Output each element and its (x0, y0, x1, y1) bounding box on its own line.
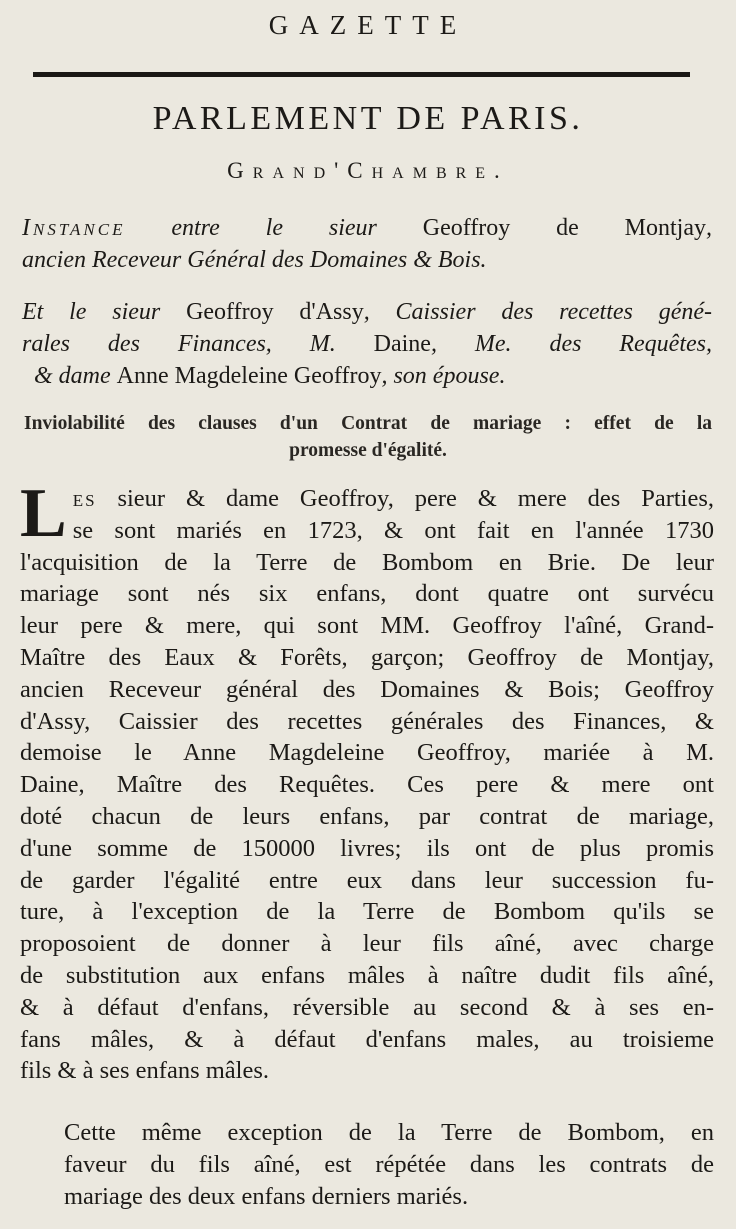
paragraph-1-line: d'une somme de 150000 livres; ils ont de plus promis (20, 834, 714, 862)
paragraph-1-line: ture, à l'exception de la Terre de Bombom qu'ils se (20, 898, 714, 926)
party-one-line-1: Instance entre le sieur Geoffroy de Montjay, (22, 215, 712, 241)
party-two-line-1 (22, 296, 712, 328)
instance-word: Instance (22, 215, 126, 241)
chamber-subtitle: Grand'Chambre. (227, 158, 509, 183)
party-two-line-2a: rales des Finances, M. (22, 331, 374, 357)
paragraph-1-line: proposoient de donner à leur fils aîné, avec charge (20, 930, 714, 958)
section-title: PARLEMENT DE PARIS. (152, 100, 584, 137)
instance-rest: entre le sieur (125, 215, 423, 241)
paragraph-1-line: d'Assy, Caissier des recettes générales des Finances, & (20, 707, 714, 735)
paragraph-1-line: mariage sont nés six enfans, dont quatre ont survécu (20, 580, 714, 608)
party-two-line-3b: , son épouse. (381, 363, 506, 389)
summary-line-2: promesse d'égalité. (289, 440, 447, 461)
paragraph-1-line: de garder l'égalité entre eux dans leur succession fu- (20, 866, 714, 894)
running-head: GAZETTE (268, 10, 468, 40)
paragraph-1-line: de substitution aux enfans mâles à naître dudit fils aîné, (20, 961, 714, 989)
anne-name: Anne Magdeleine Geoffroy (116, 363, 382, 389)
party-two-role: , Caissier des recettes géné- (363, 299, 712, 325)
paragraph-1 (20, 475, 715, 1087)
paragraph-1-line: l'acquisition de la Terre de Bombom en Brie. De leur (20, 548, 714, 576)
party-one-line-2: ancien Receveur Général des Domaines & Bois. (22, 247, 487, 273)
party-one (22, 212, 712, 276)
daine-name: Daine (373, 331, 431, 357)
party-two-line-3a: & dame (34, 363, 117, 389)
paragraph-2-line: Cette même exception de la Terre de Bombom, en (64, 1119, 714, 1146)
paragraph-1-line: fils & à ses enfans mâles. (20, 1057, 270, 1085)
paragraph-2 (20, 1117, 714, 1212)
paragraph-1-line: & à défaut d'enfans, réversible au second & à ses en- (20, 993, 714, 1021)
paragraph-1-line: ancien Receveur général des Domaines & Bois; Geoffroy (20, 675, 714, 703)
drop-cap: L (20, 475, 67, 552)
paragraph-1-line: se sont mariés en 1723, & ont fait en l'année 1730 (72, 516, 714, 544)
paragraph-2-line: mariage des deux enfans derniers mariés. (64, 1182, 469, 1210)
paragraph-1-line (20, 483, 714, 515)
paragraph-1-line: fans mâles, & à défaut d'enfans males, au troisieme (20, 1025, 714, 1053)
party-two-line-2 (22, 328, 712, 360)
party-two (22, 296, 712, 392)
case-summary (24, 410, 712, 464)
party-two-intro: Et le sieur (22, 299, 187, 325)
paragraph-1-line: Maître des Eaux & Forêts, garçon; Geoffroy de Montjay, (20, 643, 714, 671)
summary-line-1: Inviolabilité des clauses d'un Contrat de mariage : effet de la (24, 413, 712, 434)
paragraph-1-line-text: sieur & dame Geoffroy, pere & mere des Parties, (117, 485, 715, 512)
paragraph-1-line: leur pere & mere, qui sont MM. Geoffroy l'aîné, Grand- (20, 612, 714, 640)
paragraph-2-line: faveur du fils aîné, est répétée dans les contrats de (64, 1150, 714, 1178)
lede-word: es (72, 485, 97, 512)
header-rule (33, 72, 690, 77)
party-one-name: Geoffroy de Montjay (422, 215, 706, 241)
party-two-line-2b: , Me. des Requêtes, (430, 331, 712, 357)
paragraph-1-line: demoise le Anne Magdeleine Geoffroy, mariée à M. (20, 739, 714, 767)
party-two-name: Geoffroy d'Assy (186, 299, 364, 325)
paragraph-1-line: doté chacun de leurs enfans, par contrat de mariage, (20, 802, 714, 830)
party-two-line-3 (22, 360, 712, 392)
paragraph-1-line: Daine, Maître des Requêtes. Ces pere & mere ont (20, 771, 714, 799)
